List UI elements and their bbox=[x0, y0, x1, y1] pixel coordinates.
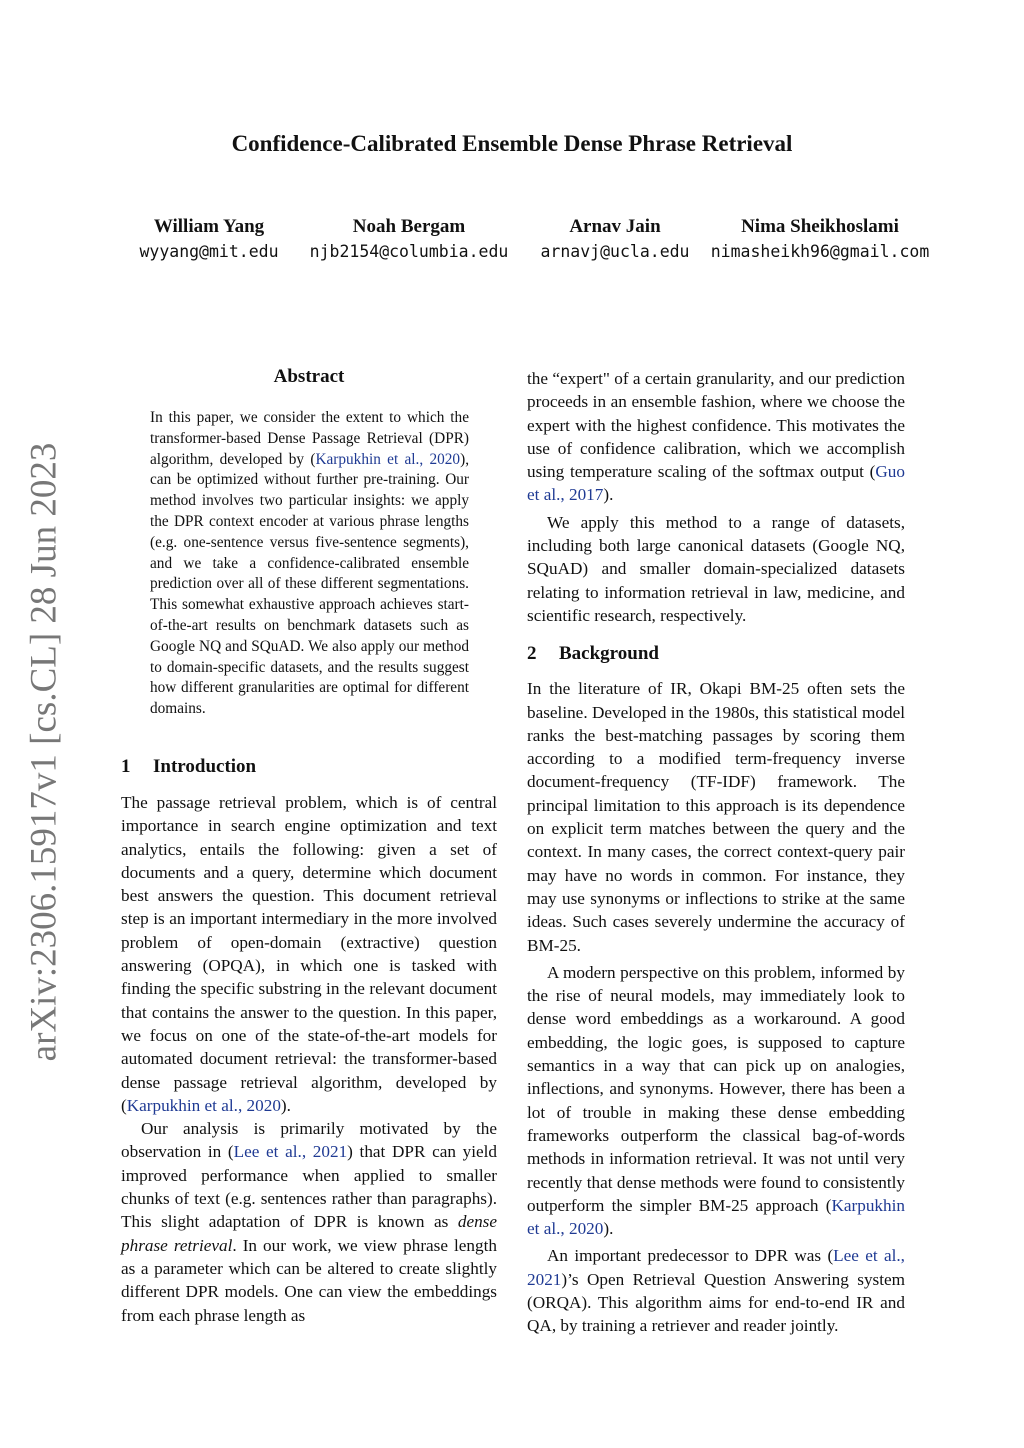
section-heading-background bbox=[527, 643, 905, 665]
section-title: Introduction bbox=[153, 756, 257, 777]
citation-link[interactable]: Guo et al., 2017 bbox=[527, 462, 905, 505]
author-block bbox=[705, 214, 935, 264]
paragraph-text: )’s Open Retrieval Question Answering system (ORQA). This algorithm aims for end-to-end IR and QA, by training a retriever and reader jointly. bbox=[527, 1269, 905, 1336]
background-paragraph bbox=[527, 961, 905, 1241]
section-number: 2 bbox=[527, 643, 537, 665]
emphasis-term: dense phrase retrieval bbox=[121, 1212, 497, 1255]
abstract-heading: Abstract bbox=[273, 366, 345, 387]
citation-link[interactable]: Karpukhin et al., 2020 bbox=[126, 1095, 281, 1115]
author-block bbox=[500, 214, 730, 264]
paragraph-text: . In our work, we view phrase length as a parameter which can be altered to create slightly different DPR models. One can view the embeddings from each phrase length as bbox=[121, 1235, 497, 1325]
section-number: 1 bbox=[121, 756, 131, 777]
background-paragraph bbox=[527, 1244, 905, 1337]
arxiv-stamp: arXiv:2306.15917v1 [cs.CL] 28 Jun 2023 bbox=[23, 442, 65, 1062]
paragraph-text: A modern perspective on this problem, informed by the rise of neural models, may immediately look to dense word embeddings as a workaround. A good embedding, the logic goes, is supposed to capture semantics in a way that can pick up on analogies, inflections, and synonyms. However, there has been a lot of trouble in making these dense embedding frameworks outperform the classical bag-of-words methods in information retrieval. It was not until very recently that dense methods were found to consistently outperform the simpler BM-25 approach ( bbox=[527, 962, 905, 1215]
abstract-text: ), can be optimized without further pre-training. Our method involves two particular insights: we apply the DPR context encoder at various phrase lengths (e.g. one-sentence versus five-sentence segments), and we take a confidence-calibrated ensemble prediction over all of these different segmentations. This somewhat exhaustive approach achieves start-of-the-art results on benchmark datasets such as Google NQ and SQuAD. We also apply our method to domain-specific datasets, and the results suggest how different granularities are optimal for different domains. bbox=[150, 450, 470, 718]
intro-paragraph bbox=[527, 367, 905, 507]
paragraph-text: the “expert" of a certain granularity, and our prediction proceeds in an ensemble fashion, where we choose the expert with the highest confidence. This motivates the use of confidence calibration, which we accomplish using temperature scaling of the softmax output ( bbox=[527, 369, 905, 482]
section-title: Background bbox=[559, 643, 659, 665]
intro-paragraph: We apply this method to a range of datasets, including both large canonical datasets (Google NQ, SQuAD) and smaller domain-specialized datasets relating to information retrieval in law, medicine, and scientific research, respectively. bbox=[527, 512, 905, 625]
paragraph-text: ) that DPR can yield improved performance when applied to smaller chunks of text (e.g. sentences rather than paragraphs). This slight adaptation of DPR is known as bbox=[121, 1142, 497, 1232]
intro-paragraph bbox=[121, 1117, 497, 1327]
paper-title: Confidence-Calibrated Ensemble Dense Phrase Retrieval bbox=[231, 131, 793, 156]
author-email: wyyang@mit.edu bbox=[139, 242, 279, 261]
author-email: arnavj@ucla.edu bbox=[540, 242, 690, 261]
left-column bbox=[121, 756, 497, 1327]
abstract-text: In this paper, we consider the extent to which the transformer-based Dense Passage Retrieval (DPR) algorithm, developed by ( bbox=[150, 409, 469, 468]
paragraph-text: ). bbox=[280, 1095, 291, 1115]
citation-link[interactable]: Lee et al., 2021 bbox=[233, 1142, 348, 1162]
paragraph-text: ). bbox=[603, 485, 614, 505]
background-paragraph: In the literature of IR, Okapi BM-25 often sets the baseline. Developed in the 1980s, this statistical model ranks the best-matching passages by scoring them according to a modified term-frequency inverse document-frequency (TF-IDF) framework. The principal limitation to this approach is its dependence on explicit term matches between the query and the context. In many cases, the correct context-query pair may have no words in common. For instance, they may use synonyms or inflections to strike at the same ideas. Such cases severely undermine the accuracy of BM-25. bbox=[527, 679, 905, 955]
author-block bbox=[94, 214, 324, 264]
author-name: Noah Bergam bbox=[352, 216, 466, 237]
citation-link[interactable]: Lee et al., 2021 bbox=[527, 1246, 905, 1289]
paragraph-text: An important predecessor to DPR was ( bbox=[547, 1246, 834, 1266]
paragraph-text: Our analysis is primarily motivated by the observation in ( bbox=[121, 1119, 497, 1162]
author-email: njb2154@columbia.edu bbox=[309, 242, 509, 261]
right-column bbox=[527, 367, 905, 1338]
citation-link[interactable]: Karpukhin et al., 2020 bbox=[527, 1195, 905, 1239]
abstract-body bbox=[150, 408, 469, 720]
author-email: nimasheikh96@gmail.com bbox=[710, 242, 930, 261]
paragraph-text: ). bbox=[603, 1219, 614, 1239]
author-block bbox=[294, 214, 524, 264]
intro-paragraph bbox=[121, 791, 497, 1117]
author-name: Arnav Jain bbox=[569, 216, 661, 237]
paragraph-text: The passage retrieval problem, which is of central importance in search engine optimization and text analytics, entails the following: given a set of documents and a query, determine which document best answers the question. This document retrieval step is an important intermediary in the more involved problem of open-domain (extractive) question answering (OPQA), in which one is tasked with finding the specific substring in the relevant document that contains the answer to the question. In this paper, we focus on one of the state-of-the-art models for automated document retrieval: the transformer-based dense passage retrieval algorithm, developed by ( bbox=[121, 793, 497, 1115]
citation-link[interactable]: Karpukhin et al., 2020 bbox=[315, 450, 461, 468]
section-heading-introduction bbox=[121, 756, 497, 778]
author-name: William Yang bbox=[153, 216, 265, 237]
author-name: Nima Sheikhoslami bbox=[741, 216, 899, 237]
